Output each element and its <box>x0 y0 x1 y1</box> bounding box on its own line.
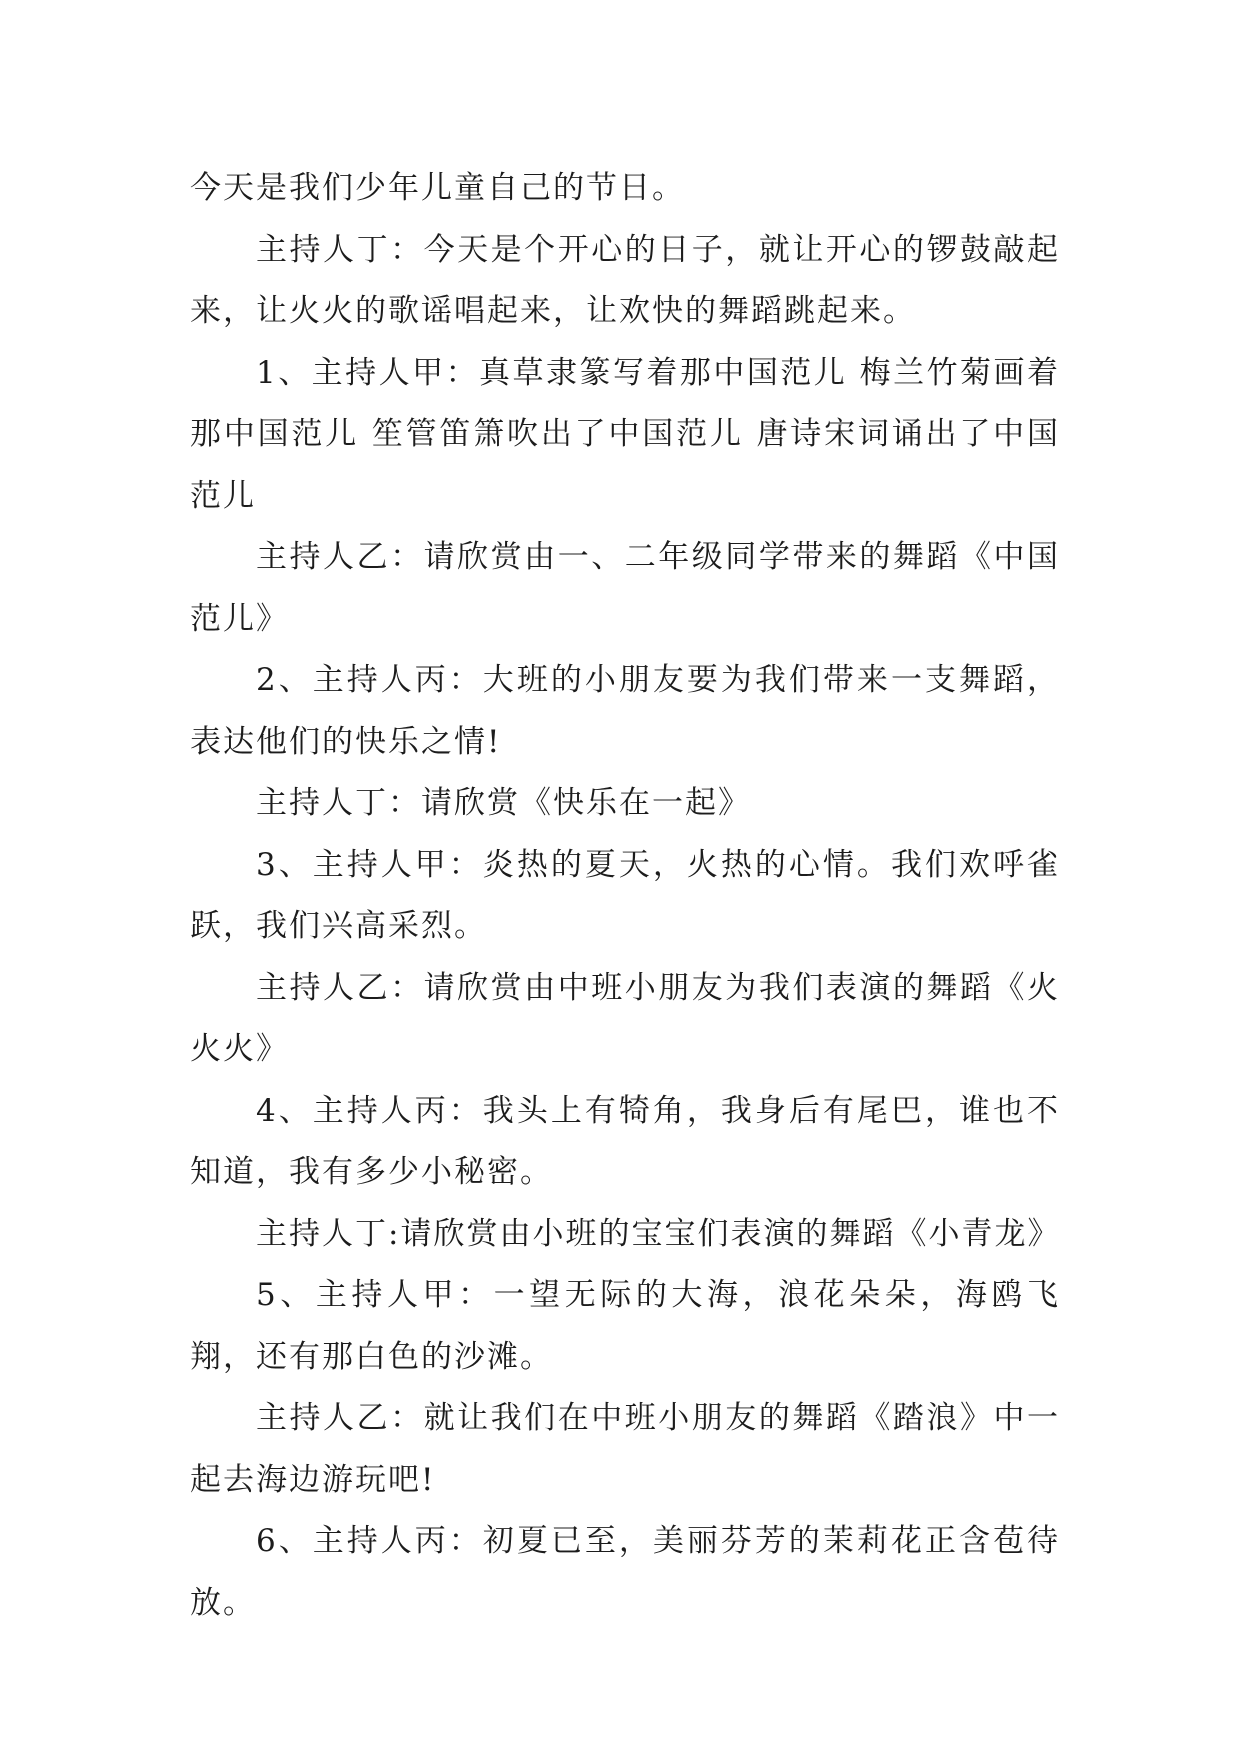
paragraph-3: 1、主持人甲：真草隶篆写着那中国范儿 梅兰竹菊画着那中国范儿 笙管笛箫吹出了中国范儿 唐诗宋词诵出了中国范儿 <box>190 354 1060 514</box>
paragraph-7: 3、主持人甲：炎热的夏天，火热的心情。我们欢呼雀跃，我们兴高采烈。 <box>190 846 1060 944</box>
paragraph-13: 6、主持人丙：初夏已至，美丽芬芳的茉莉花正含苞待放。 <box>190 1523 1060 1621</box>
paragraph-12: 主持人乙：就让我们在中班小朋友的舞蹈《踏浪》中一起去海边游玩吧! <box>190 1400 1060 1498</box>
paragraph-2: 主持人丁：今天是个开心的日子，就让开心的锣鼓敲起来，让火火的歌谣唱起来，让欢快的舞蹈跳起来。 <box>190 231 1060 329</box>
paragraph-8: 主持人乙：请欣赏由中班小朋友为我们表演的舞蹈《火火火》 <box>190 969 1060 1067</box>
paragraph-4: 主持人乙：请欣赏由一、二年级同学带来的舞蹈《中国范儿》 <box>190 539 1060 637</box>
paragraph-11: 5、主持人甲：一望无际的大海，浪花朵朵，海鸥飞翔，还有那白色的沙滩。 <box>190 1277 1060 1375</box>
paragraph-6: 主持人丁：请欣赏《快乐在一起》 <box>256 785 751 821</box>
paragraph-10: 主持人丁:请欣赏由小班的宝宝们表演的舞蹈《小青龙》 <box>256 1215 1061 1252</box>
paragraph-1: 今天是我们少年儿童自己的节日。 <box>190 170 685 206</box>
paragraph-5: 2、主持人丙：大班的小朋友要为我们带来一支舞蹈，表达他们的快乐之情! <box>190 662 1060 760</box>
document-body <box>190 158 1060 1634</box>
paragraph-9: 4、主持人丙：我头上有犄角，我身后有尾巴，谁也不知道，我有多少小秘密。 <box>190 1092 1060 1190</box>
